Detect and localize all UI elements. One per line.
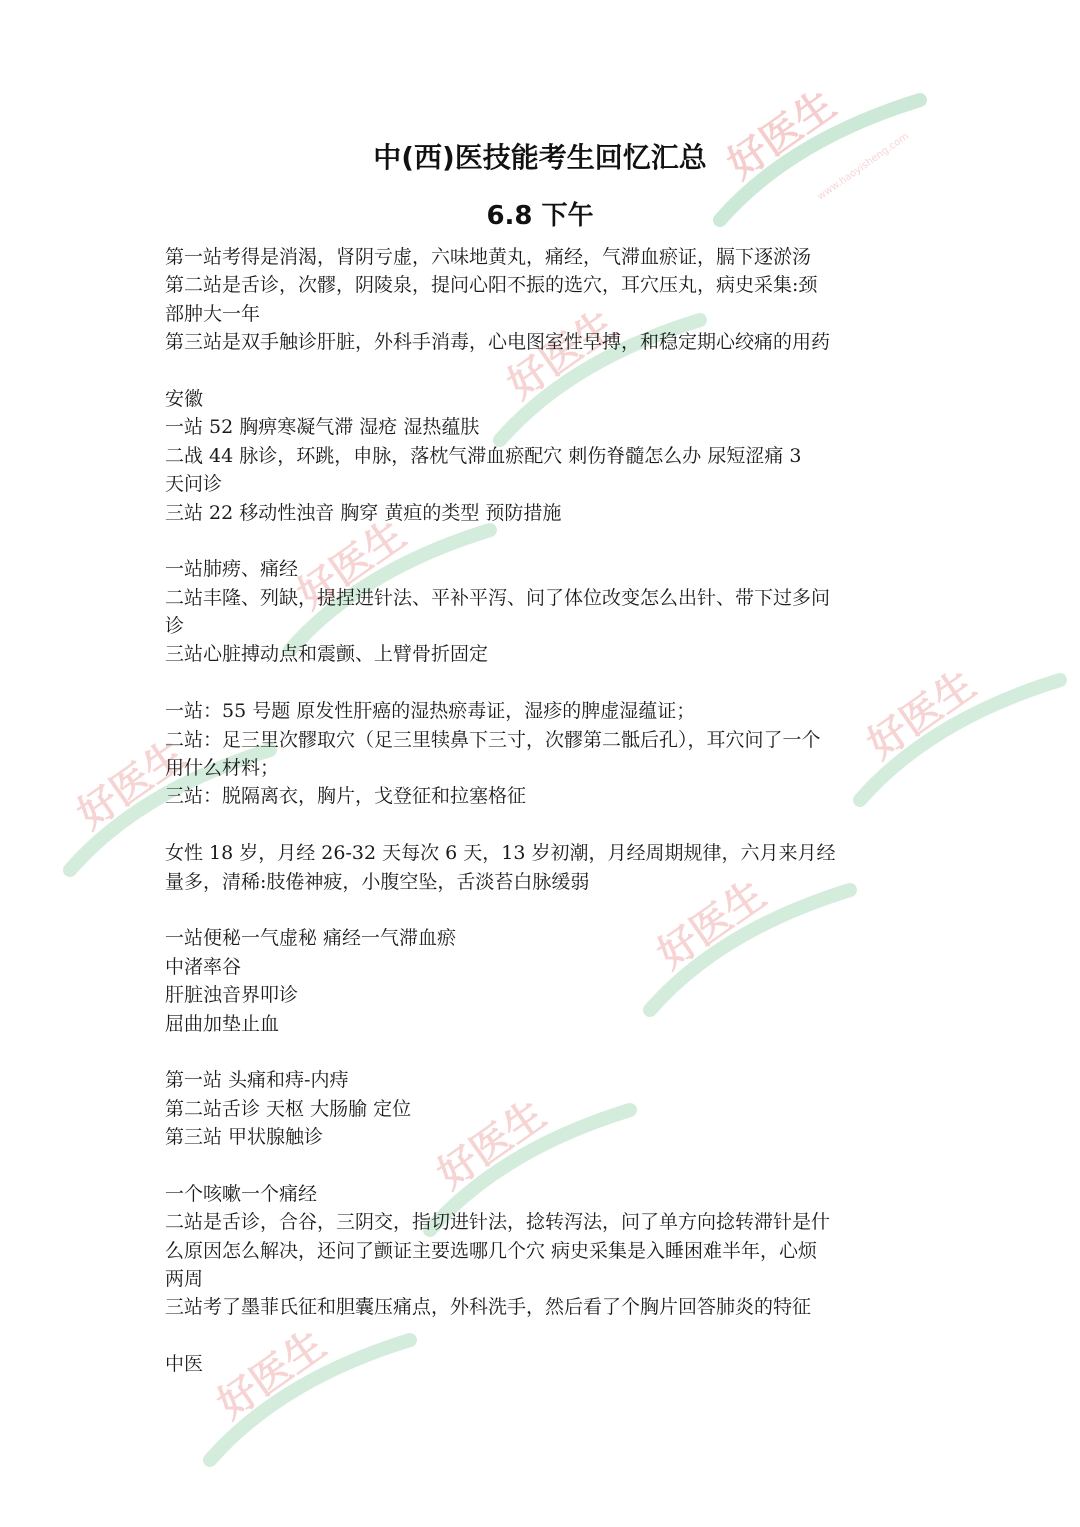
text-line: 肝脏浊音界叩诊 xyxy=(165,984,299,1007)
svg-text:www.haoyisheng.com: www.haoyisheng.com xyxy=(815,130,912,203)
svg-text:好医生: 好医生 xyxy=(289,511,415,619)
text-line: 一站便秘一气虚秘 痛经一气滞血瘀 xyxy=(165,927,457,950)
text-line: 三站心脏搏动点和震颤、上臂骨折固定 xyxy=(165,643,489,666)
text-line: 诊 xyxy=(165,615,185,638)
svg-text:好医生: 好医生 xyxy=(649,871,775,979)
document-title: 中(西)医技能考生回忆汇总 xyxy=(373,141,707,174)
text-line: 三站：脱隔离衣，胸片，戈登征和拉塞格征 xyxy=(165,785,527,808)
text-line: 二战 44 脉诊，环跳，申脉，落枕气滞血瘀配穴 刺伤脊髓怎么办 尿短涩痛 3 xyxy=(165,444,802,467)
text-line: 第一站考得是消渴，肾阴亏虚，六味地黄丸，痛经，气滞血瘀证，膈下逐淤汤 xyxy=(165,246,812,268)
svg-text:好医生: 好医生 xyxy=(429,1091,555,1199)
text-line: 第三站是双手触诊肝脏，外科手消毒，心电图室性早搏，和稳定期心绞痛的用药 xyxy=(165,331,831,354)
text-line: 天问诊 xyxy=(165,473,223,496)
text-line: 部肿大一年 xyxy=(165,302,261,325)
text-line: 二站：足三里次髎取穴（足三里犊鼻下三寸，次髎第二骶后孔），耳穴问了一个 xyxy=(165,728,821,751)
document-subtitle: 6.8 下午 xyxy=(486,201,594,231)
text-line: 用什么材料； xyxy=(165,757,280,780)
blank-line xyxy=(165,811,920,839)
text-line: 第三站 甲状腺触诊 xyxy=(165,1126,324,1149)
svg-text:好医生: 好医生 xyxy=(859,661,985,769)
text-line: 第二站舌诊 天枢 大肠腧 定位 xyxy=(165,1097,412,1120)
blank-line xyxy=(165,527,920,555)
text-line: 二站是舌诊，合谷，三阴交，指切进针法，捻转泻法，问了单方向捻转滞针是什 xyxy=(165,1211,831,1234)
blank-line xyxy=(165,1038,920,1066)
text-line: 一个咳嗽一个痛经 xyxy=(165,1182,318,1205)
svg-text:好医生: 好医生 xyxy=(209,1321,335,1429)
svg-text:好医生: 好医生 xyxy=(719,81,845,189)
blank-line xyxy=(165,1152,920,1180)
svg-text:好医生: 好医生 xyxy=(499,301,625,409)
blank-line xyxy=(165,1322,920,1350)
text-line: 二站丰隆、列缺，提捏进针法、平补平泻、问了体位改变怎么出针、带下过多问 xyxy=(165,586,831,609)
blank-line xyxy=(165,896,920,924)
blank-line xyxy=(165,669,920,697)
blank-line xyxy=(165,357,920,385)
text-line: 一站 52 胸痹寒凝气滞 湿疮 湿热蕴肤 xyxy=(165,416,480,439)
text-line: 一站：55 号题 原发性肝癌的湿热瘀毒证，湿疹的脾虚湿蕴证； xyxy=(165,700,696,723)
text-line: 一站肺痨、痛经 xyxy=(165,558,299,581)
text-line: 三站 22 移动性浊音 胸穿 黄疸的类型 预防措施 xyxy=(165,501,562,524)
text-line: 三站考了墨菲氏征和胆囊压痛点，外科洗手，然后看了个胸片回答肺炎的特征 xyxy=(165,1296,812,1319)
text-line: 安徽 xyxy=(165,387,204,410)
text-line: 第二站是舌诊，次髎，阴陵泉，提问心阳不振的选穴，耳穴压丸，病史采集:颈 xyxy=(165,274,818,297)
text-line: 第一站 头痛和痔-内痔 xyxy=(165,1069,349,1092)
text-line: 中渚率谷 xyxy=(165,955,242,978)
svg-text:好医生: 好医生 xyxy=(69,731,195,839)
text-line: 量多，清稀:肢倦神疲，小腹空坠，舌淡苔白脉缓弱 xyxy=(165,870,590,893)
text-line: 中医 xyxy=(165,1353,204,1376)
text-line: 两周 xyxy=(165,1268,204,1291)
text-line: 么原因怎么解决，还问了颤证主要选哪几个穴 病史采集是入睡困难半年，心烦 xyxy=(165,1239,818,1262)
text-line: 屈曲加垫止血 xyxy=(165,1012,280,1035)
document-body xyxy=(165,243,920,1379)
text-line: 女性 18 岁，月经 26-32 天每次 6 天，13 岁初潮，月经周期规律，六月来月经 xyxy=(165,842,836,865)
